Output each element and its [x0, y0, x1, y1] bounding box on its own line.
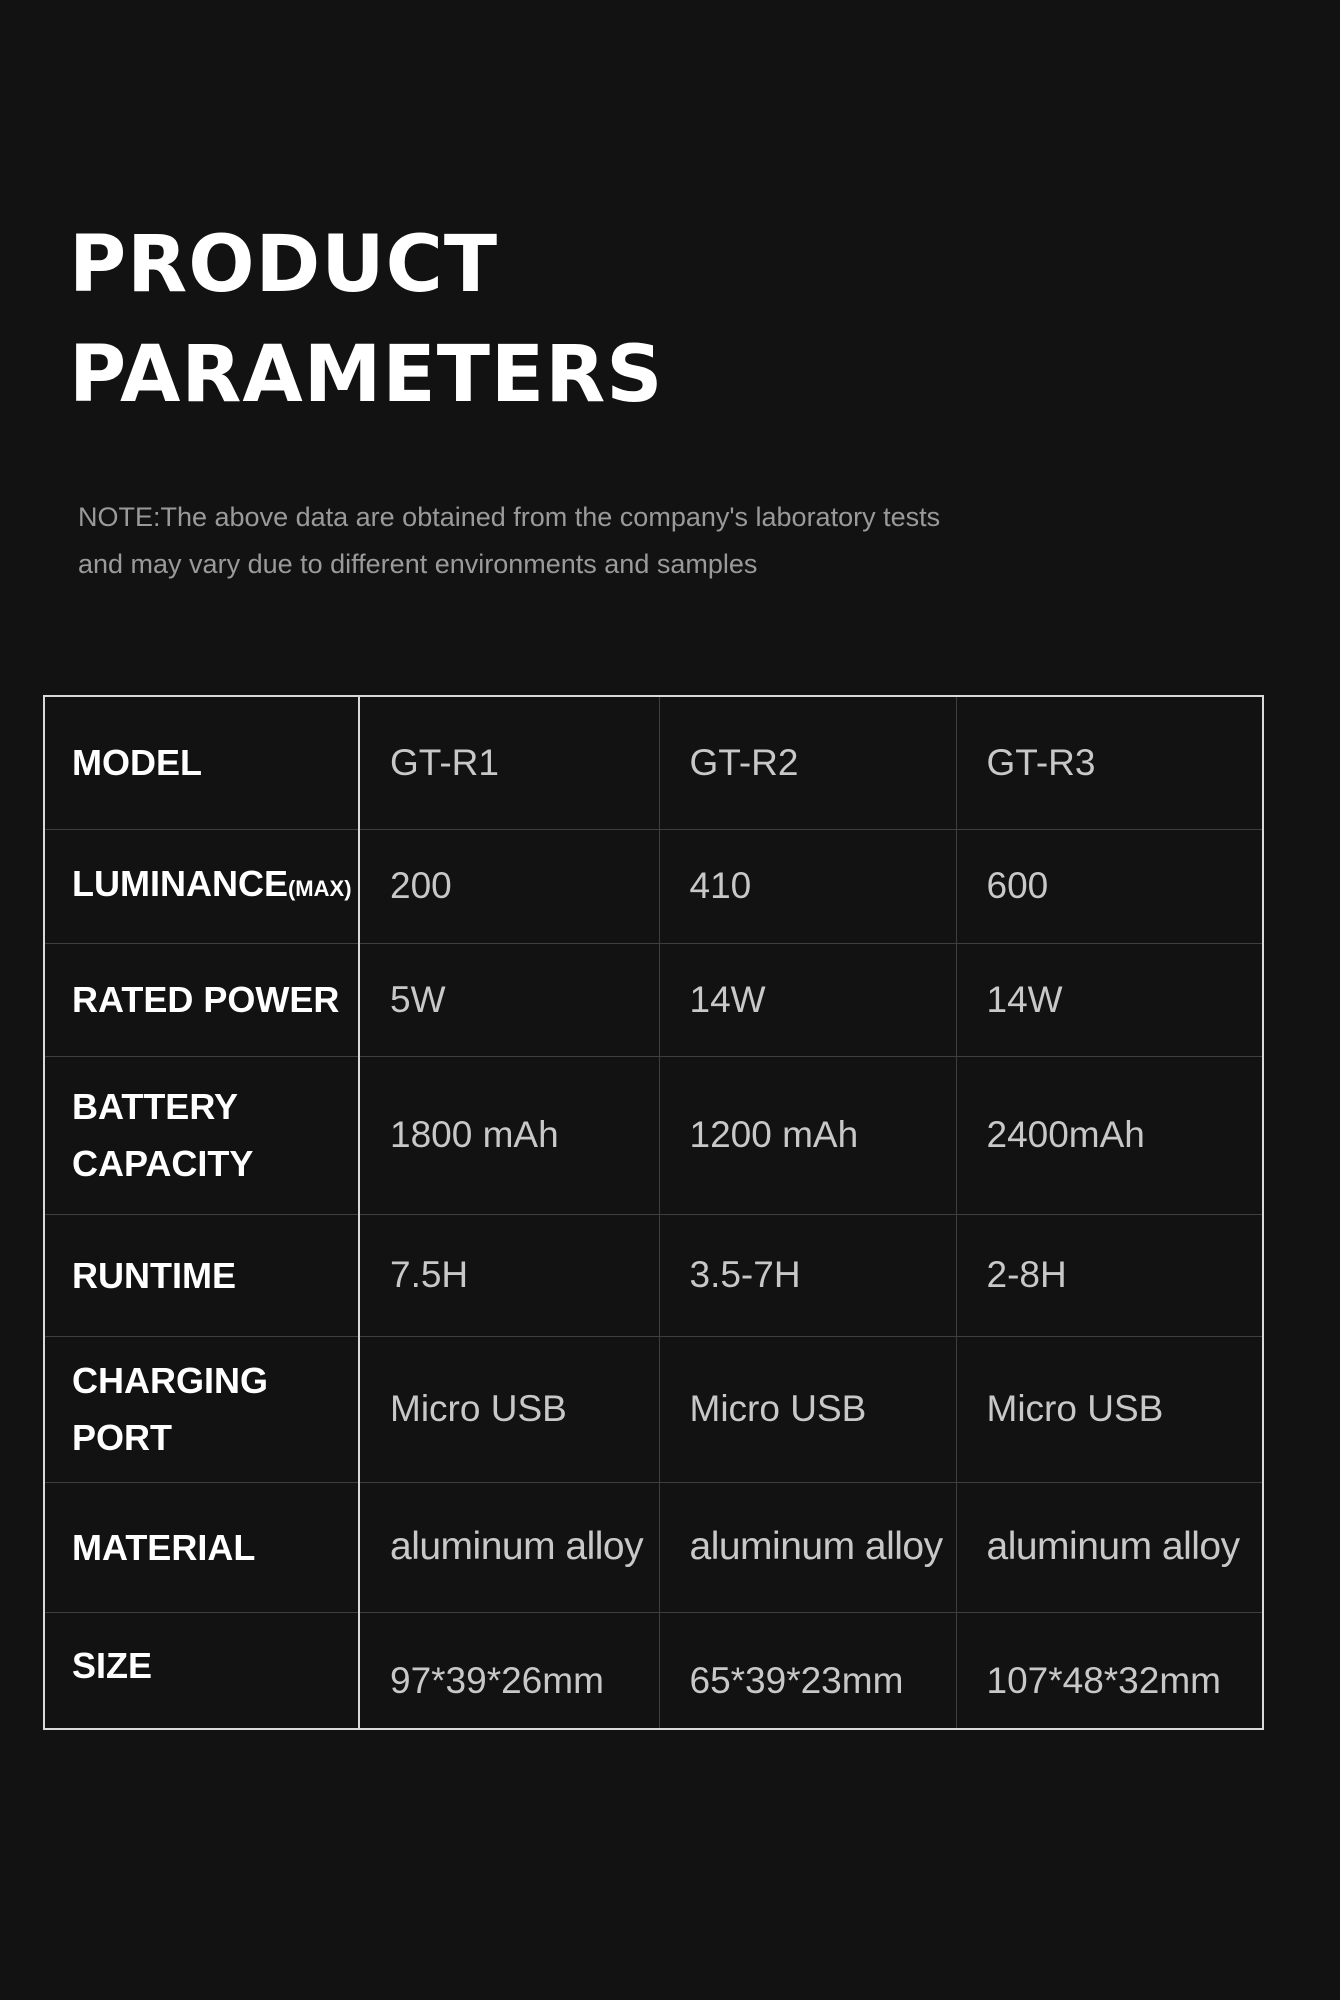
- cell-charging-port-gt-r1: Micro USB: [359, 1336, 659, 1482]
- cell-luminance-gt-r1: 200: [359, 829, 659, 943]
- cell-battery-capacity-gt-r3: 2400mAh: [956, 1056, 1263, 1214]
- cell-battery-capacity-gt-r1: 1800 mAh: [359, 1056, 659, 1214]
- cell-model-gt-r1: GT-R1: [359, 696, 659, 829]
- cell-material-gt-r3: aluminum alloy: [956, 1482, 1263, 1612]
- cell-battery-capacity-gt-r2: 1200 mAh: [659, 1056, 956, 1214]
- row-label-runtime: RUNTIME: [44, 1214, 359, 1336]
- disclaimer-note-line-2: and may vary due to different environments and samples: [78, 549, 758, 579]
- disclaimer-note-line-1: NOTE:The above data are obtained from the company's laboratory tests: [78, 502, 941, 532]
- row-label-size: SIZE: [44, 1612, 359, 1729]
- page-title-line-1: PRODUCT: [69, 220, 499, 310]
- cell-luminance-gt-r2: 410: [659, 829, 956, 943]
- row-label-charging-port: CHARGING PORT: [44, 1336, 359, 1482]
- table-row-size: [44, 1612, 1263, 1729]
- cell-size-gt-r3: 107*48*32mm: [956, 1612, 1263, 1729]
- cell-rated-power-gt-r3: 14W: [956, 943, 1263, 1056]
- row-label-luminance-sub: (MAX): [287, 876, 352, 901]
- table-row-material: [44, 1482, 1263, 1612]
- row-label-battery-capacity: BATTERY CAPACITY: [44, 1056, 359, 1214]
- cell-charging-port-gt-r2: Micro USB: [659, 1336, 956, 1482]
- cell-luminance-gt-r3: 600: [956, 829, 1263, 943]
- cell-rated-power-gt-r2: 14W: [659, 943, 956, 1056]
- cell-charging-port-gt-r3: Micro USB: [956, 1336, 1263, 1482]
- cell-model-gt-r2: GT-R2: [659, 696, 956, 829]
- cell-runtime-gt-r2: 3.5-7H: [659, 1214, 956, 1336]
- table-row-runtime: [44, 1214, 1263, 1336]
- table-row-battery-capacity: [44, 1056, 1263, 1214]
- cell-material-gt-r2: aluminum alloy: [659, 1482, 956, 1612]
- row-label-luminance: LUMINANCE(MAX): [44, 829, 359, 943]
- cell-size-gt-r2: 65*39*23mm: [659, 1612, 956, 1729]
- spec-table: [43, 695, 1264, 1730]
- cell-material-gt-r1: aluminum alloy: [359, 1482, 659, 1612]
- cell-model-gt-r3: GT-R3: [956, 696, 1263, 829]
- row-label-rated-power: RATED POWER: [44, 943, 359, 1056]
- table-row-model: [44, 696, 1263, 829]
- table-row-luminance: [44, 829, 1263, 943]
- table-row-charging-port: [44, 1336, 1263, 1482]
- row-label-material: MATERIAL: [44, 1482, 359, 1612]
- table-row-rated-power: [44, 943, 1263, 1056]
- cell-rated-power-gt-r1: 5W: [359, 943, 659, 1056]
- row-label-model: MODEL: [44, 696, 359, 829]
- page-title: [69, 210, 663, 430]
- cell-runtime-gt-r1: 7.5H: [359, 1214, 659, 1336]
- cell-size-gt-r1: 97*39*26mm: [359, 1612, 659, 1729]
- cell-runtime-gt-r3: 2-8H: [956, 1214, 1263, 1336]
- page-title-line-2: PARAMETERS: [69, 330, 664, 420]
- disclaimer-note: [78, 494, 1038, 588]
